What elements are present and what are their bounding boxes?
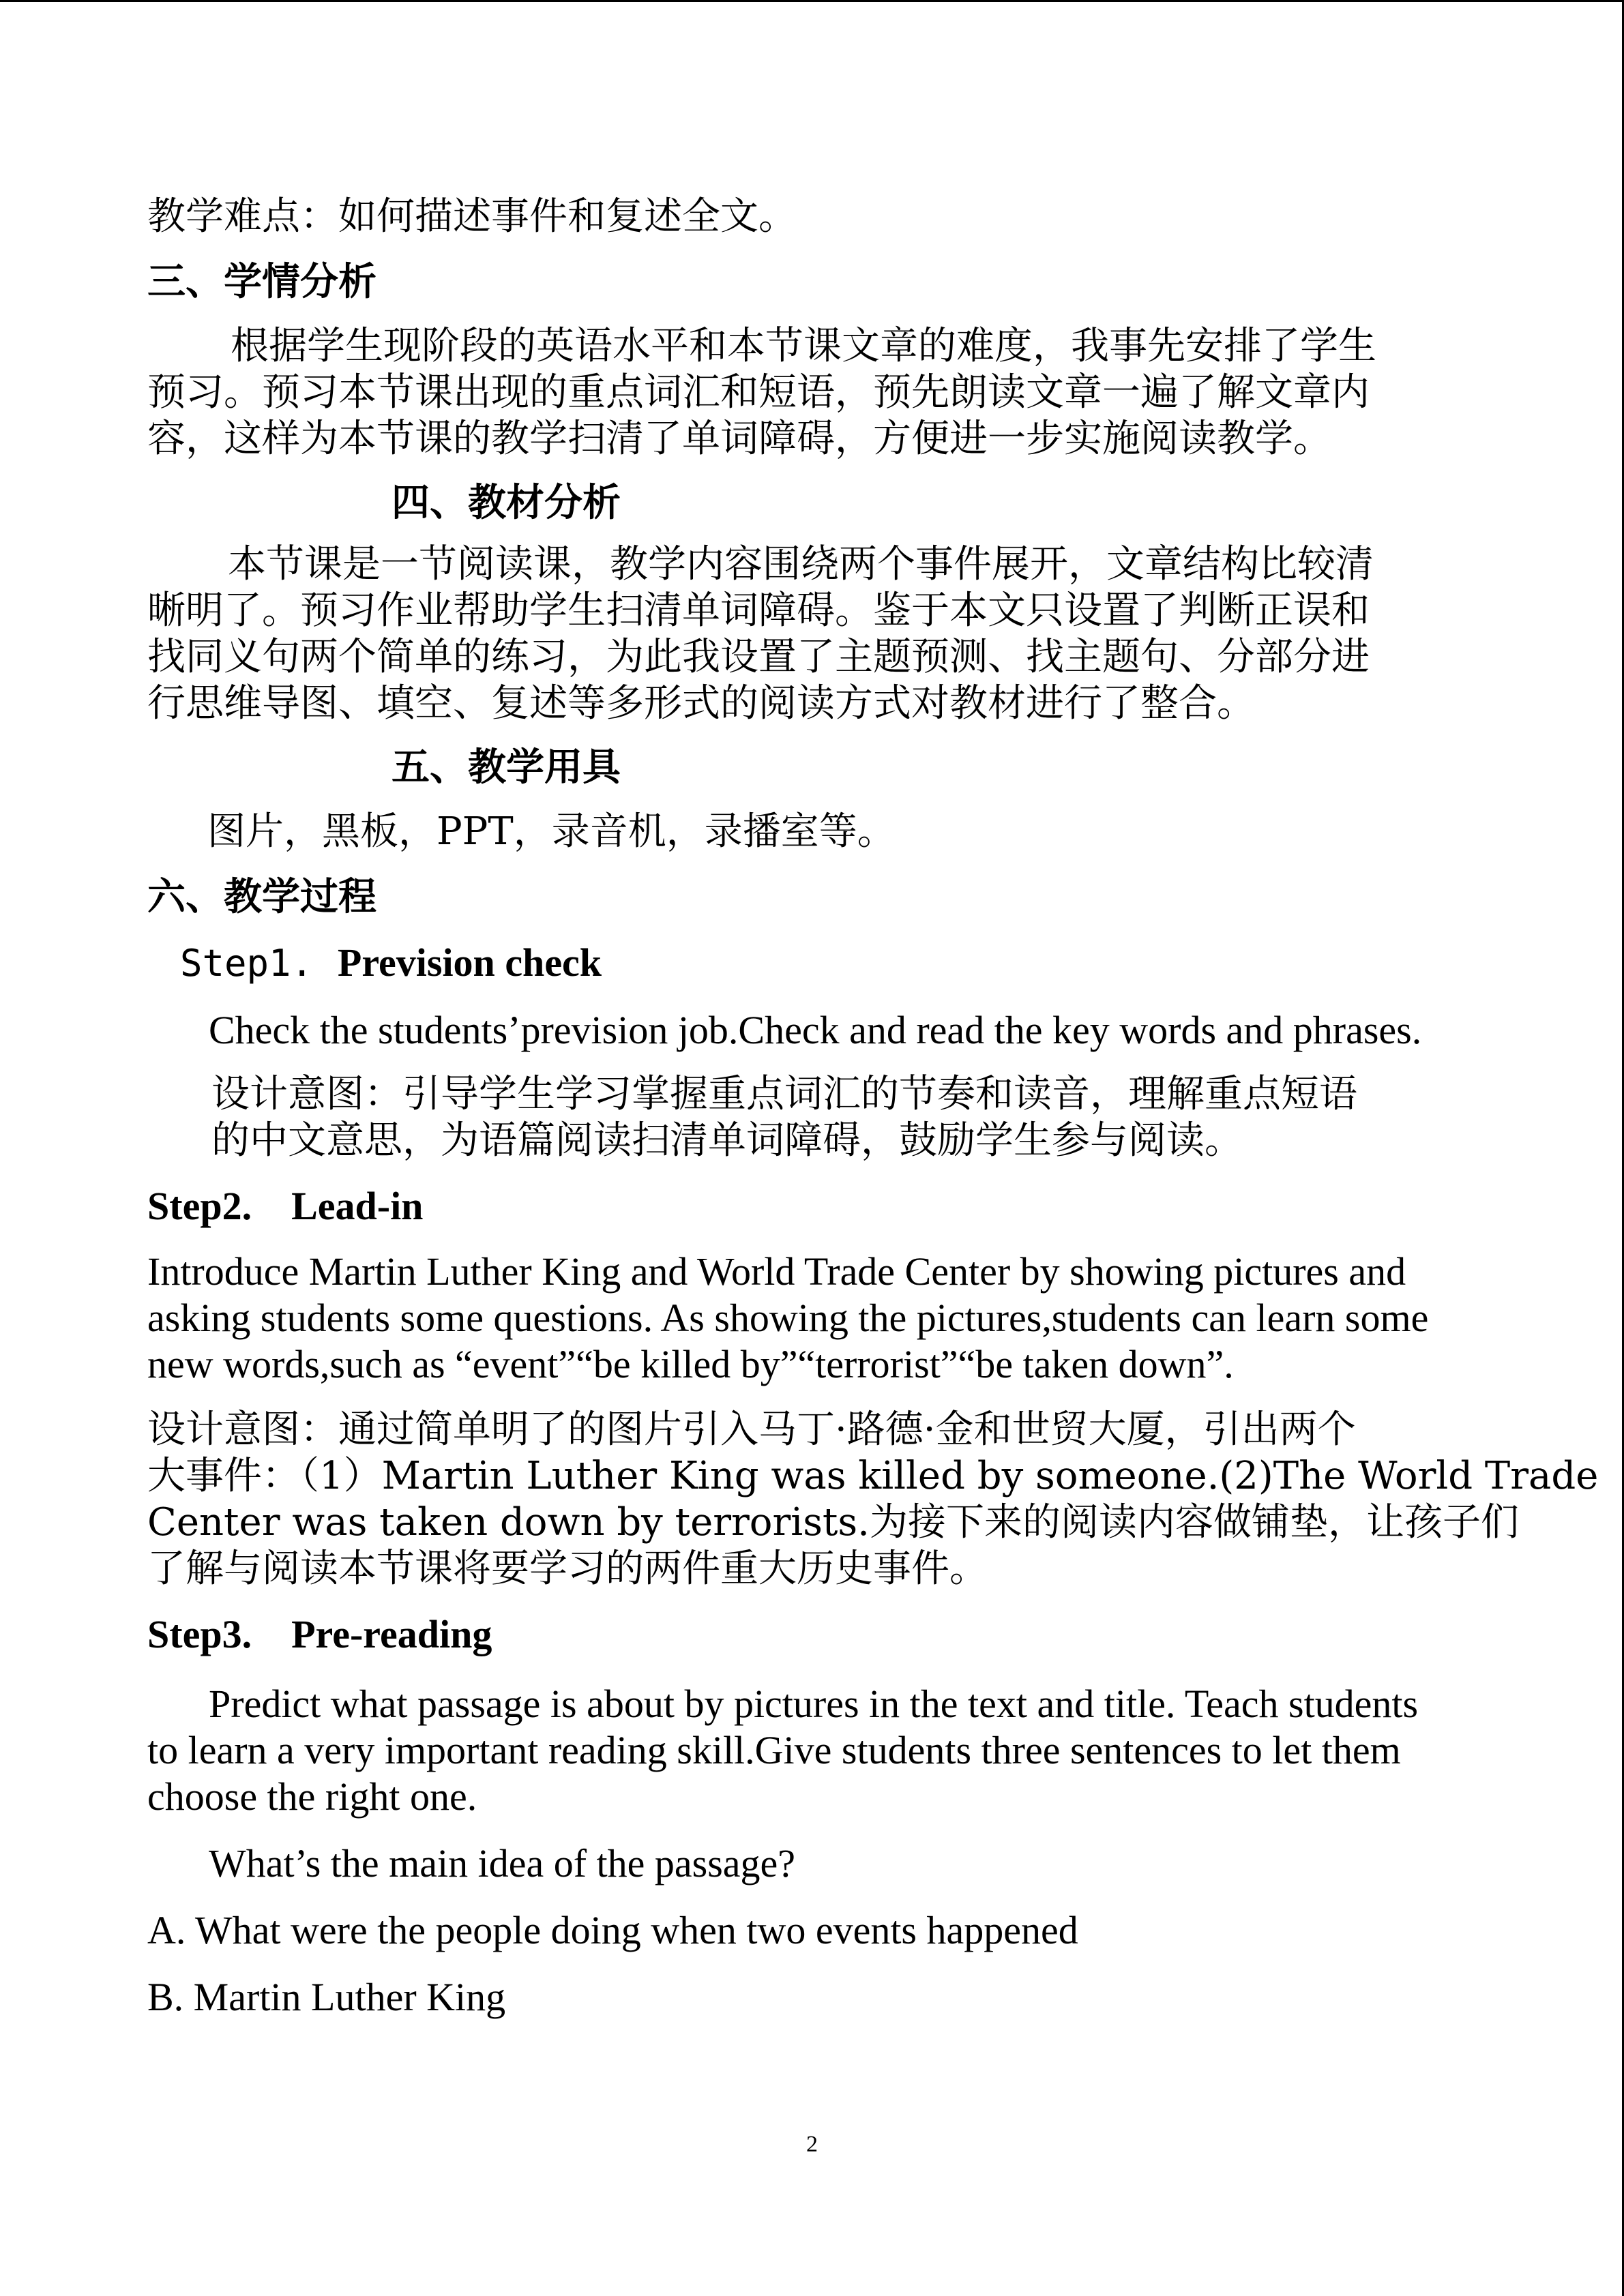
section5-heading: 五、教学用具 bbox=[392, 745, 621, 790]
step2-line: asking students some questions. As showing the pictures,students can learn some bbox=[147, 1296, 1429, 1340]
step1-design-line: 设计意图：引导学生学习掌握重点词汇的节奏和读音，理解重点短语 bbox=[211, 1072, 1357, 1116]
step3-heading: Step3. Pre-reading bbox=[147, 1612, 492, 1656]
step3-line: to learn a very important reading skill.Give students three sentences to let them bbox=[147, 1728, 1401, 1772]
step3-option-b: B. Martin Luther King bbox=[147, 1975, 506, 2019]
section4-line: 晰明了。预习作业帮助学生扫清单词障碍。鉴于本文只设置了判断正误和 bbox=[147, 588, 1370, 633]
step3-option-a: A. What were the people doing when two events happened bbox=[147, 1908, 1078, 1952]
step2-design-line: Center was taken down by terrorists.为接下来的阅读内容做铺垫，让孩子们 bbox=[147, 1500, 1519, 1545]
section4-line: 本节课是一节阅读课，教学内容围绕两个事件展开，文章结构比较清 bbox=[228, 542, 1374, 586]
step2-line: Introduce Martin Luther King and World Trade Center by showing pictures and bbox=[147, 1249, 1406, 1294]
step1-design-line: 的中文意思，为语篇阅读扫清单词障碍，鼓励学生参与阅读。 bbox=[211, 1118, 1243, 1163]
section5-text: 图片，黑板，PPT，录音机，录播室等。 bbox=[207, 809, 896, 854]
section4-line: 行思维导图、填空、复述等多形式的阅读方式对教材进行了整合。 bbox=[147, 681, 1255, 726]
step3-paragraph bbox=[147, 1681, 1477, 1820]
step2-design-line: 设计意图：通过简单明了的图片引入马丁·路德·金和世贸大厦，引出两个 bbox=[147, 1407, 1356, 1452]
section3-line: 预习。预习本节课出现的重点词汇和短语，预先朗读文章一遍了解文章内 bbox=[147, 370, 1370, 415]
step2-design-line: 了解与阅读本节课将要学习的两件重大历史事件。 bbox=[147, 1547, 988, 1591]
step1-label: Step1. bbox=[180, 942, 314, 985]
section4-heading: 四、教材分析 bbox=[392, 481, 621, 525]
section3-paragraph bbox=[147, 323, 1477, 462]
section4-paragraph bbox=[147, 541, 1477, 727]
step2-design-line: 大事件：（1）Martin Luther King was killed by someone.(2)The World Trade bbox=[147, 1454, 1599, 1498]
document-body bbox=[147, 194, 1599, 2021]
step1-heading bbox=[147, 940, 1477, 987]
section3-line: 根据学生现阶段的英语水平和本节课文章的难度，我事先安排了学生 bbox=[231, 324, 1376, 368]
step1-text: Check the students’prevision job.Check and read the key words and phrases. bbox=[209, 1008, 1422, 1052]
section4-line: 找同义句两个简单的练习，为此我设置了主题预测、找主题句、分部分进 bbox=[147, 635, 1370, 679]
page-border-top bbox=[0, 0, 1624, 2]
teaching-difficulty: 教学难点：如何描述事件和复述全文。 bbox=[147, 194, 797, 239]
step3-line: choose the right one. bbox=[147, 1774, 477, 1819]
page-number: 2 bbox=[806, 2132, 818, 2157]
section3-line: 容，这样为本节课的教学扫清了单词障碍，方便进一步实施阅读教学。 bbox=[147, 417, 1331, 461]
step2-paragraph bbox=[147, 1249, 1477, 1388]
step1-design-intent bbox=[147, 1071, 1477, 1164]
step2-design-intent bbox=[147, 1407, 1599, 1592]
step2-heading: Step2. Lead-in bbox=[147, 1184, 424, 1228]
section6-heading: 六、教学过程 bbox=[147, 875, 377, 919]
step3-question: What’s the main idea of the passage? bbox=[209, 1841, 796, 1885]
step2-line: new words,such as “event”“be killed by”“terrorist”“be taken down”. bbox=[147, 1342, 1234, 1386]
step3-line: Predict what passage is about by pictures in the text and title. Teach students bbox=[209, 1682, 1419, 1726]
step1-title: Prevision check bbox=[337, 940, 602, 985]
section3-heading: 三、学情分析 bbox=[147, 260, 377, 304]
